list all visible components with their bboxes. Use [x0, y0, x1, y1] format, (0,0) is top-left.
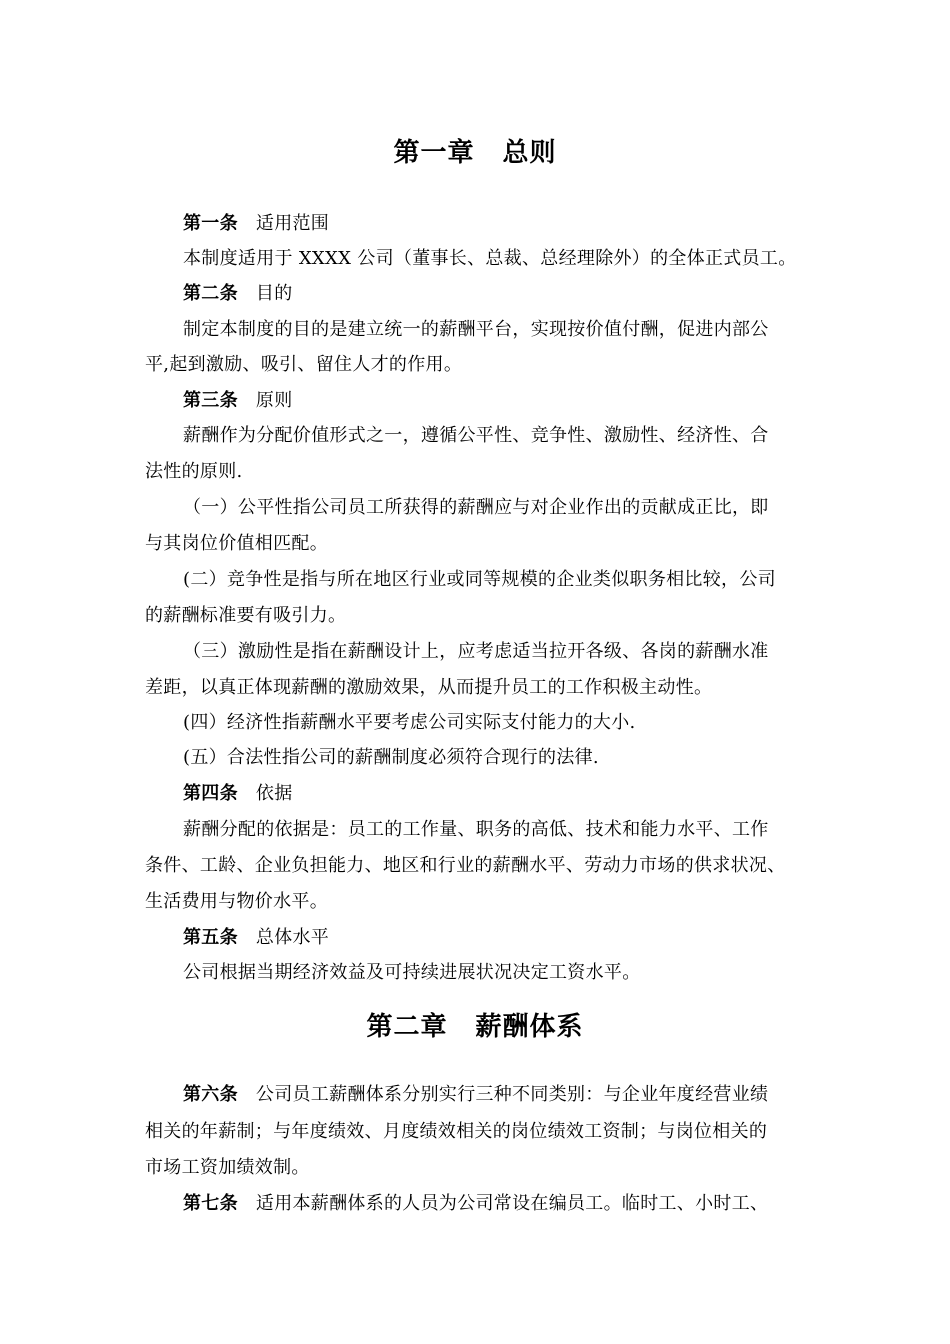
item-1-line: （一）公平性指公司员工所获得的薪酬应与对企业作出的贡献成正比，即: [183, 497, 769, 518]
article-text: 公司员工薪酬体系分别实行三种不同类别：与企业年度经营业绩: [255, 1084, 769, 1105]
article-5-heading: [183, 926, 329, 950]
article-label: 第五条: [183, 927, 238, 948]
article-label: 第六条: [183, 1084, 238, 1105]
item-5-line: (五）合法性指公司的薪酬制度必须符合现行的法律.: [183, 747, 599, 768]
item-2-line: (二）竞争性是指与所在地区行业或同等规模的企业类似职务相比较，公司: [183, 569, 776, 590]
chapter-label: 第一章: [393, 138, 475, 168]
article-4-heading: [183, 782, 293, 806]
article-label: 第二条: [183, 283, 238, 304]
article-text: 适用本薪酬体系的人员为公司常设在编员工。临时工、小时工、: [255, 1193, 769, 1214]
article-label: 第四条: [183, 783, 238, 804]
article-4-text-line: 生活费用与物价水平。: [145, 891, 328, 912]
article-title: 目的: [255, 283, 293, 304]
article-label: 第七条: [183, 1193, 238, 1214]
article-2-text-line: 平,起到激励、吸引、留住人才的作用。: [145, 354, 463, 375]
article-label: 第三条: [183, 390, 238, 411]
article-6-text-line: 相关的年薪制；与年度绩效、月度绩效相关的岗位绩效工资制；与岗位相关的: [145, 1121, 768, 1142]
article-4-text-line: 条件、工龄、企业负担能力、地区和行业的薪酬水平、劳动力市场的供求状况、: [145, 855, 786, 876]
article-5-text: 公司根据当期经济效益及可持续进展状况决定工资水平。: [183, 962, 641, 983]
chapter-title: 薪酬体系: [475, 1012, 584, 1042]
chapter-label: 第二章: [366, 1012, 448, 1042]
article-2-text-line: 制定本制度的目的是建立统一的薪酬平台，实现按价值付酬，促进内部公: [183, 319, 769, 340]
chapter-title: 总则: [502, 138, 557, 168]
article-3-text-line: 法性的原则.: [145, 461, 243, 482]
item-1-line: 与其岗位价值相匹配。: [145, 533, 328, 554]
chapter-1-heading: [0, 132, 950, 169]
article-title: 适用范围: [255, 213, 330, 234]
article-label: 第一条: [183, 213, 238, 234]
article-7-first-line: [183, 1192, 768, 1216]
item-4-line: (四）经济性指薪酬水平要考虑公司实际支付能力的大小.: [183, 712, 636, 733]
article-1-heading: [183, 212, 329, 236]
article-title: 原则: [255, 390, 293, 411]
article-6-text-line: 市场工资加绩效制。: [145, 1157, 310, 1178]
item-2-line: 的薪酬标准要有吸引力。: [145, 605, 347, 626]
item-3-line: （三）激励性是指在薪酬设计上，应考虑适当拉开各级、各岗的薪酬水准: [183, 641, 769, 662]
article-1-text: 本制度适用于 XXXX 公司（董事长、总裁、总经理除外）的全体正式员工。: [183, 248, 797, 269]
chapter-2-heading: [0, 1006, 950, 1043]
article-3-text-line: 薪酬作为分配价值形式之一，遵循公平性、竞争性、激励性、经济性、合: [183, 425, 769, 446]
article-2-heading: [183, 282, 293, 306]
article-4-text-line: 薪酬分配的依据是：员工的工作量、职务的高低、技术和能力水平、工作: [183, 819, 769, 840]
article-title: 依据: [255, 783, 293, 804]
article-3-heading: [183, 389, 293, 413]
article-6-first-line: [183, 1083, 768, 1107]
item-3-line: 差距，以真正体现薪酬的激励效果，从而提升员工的工作积极主动性。: [145, 677, 713, 698]
article-title: 总体水平: [255, 927, 330, 948]
